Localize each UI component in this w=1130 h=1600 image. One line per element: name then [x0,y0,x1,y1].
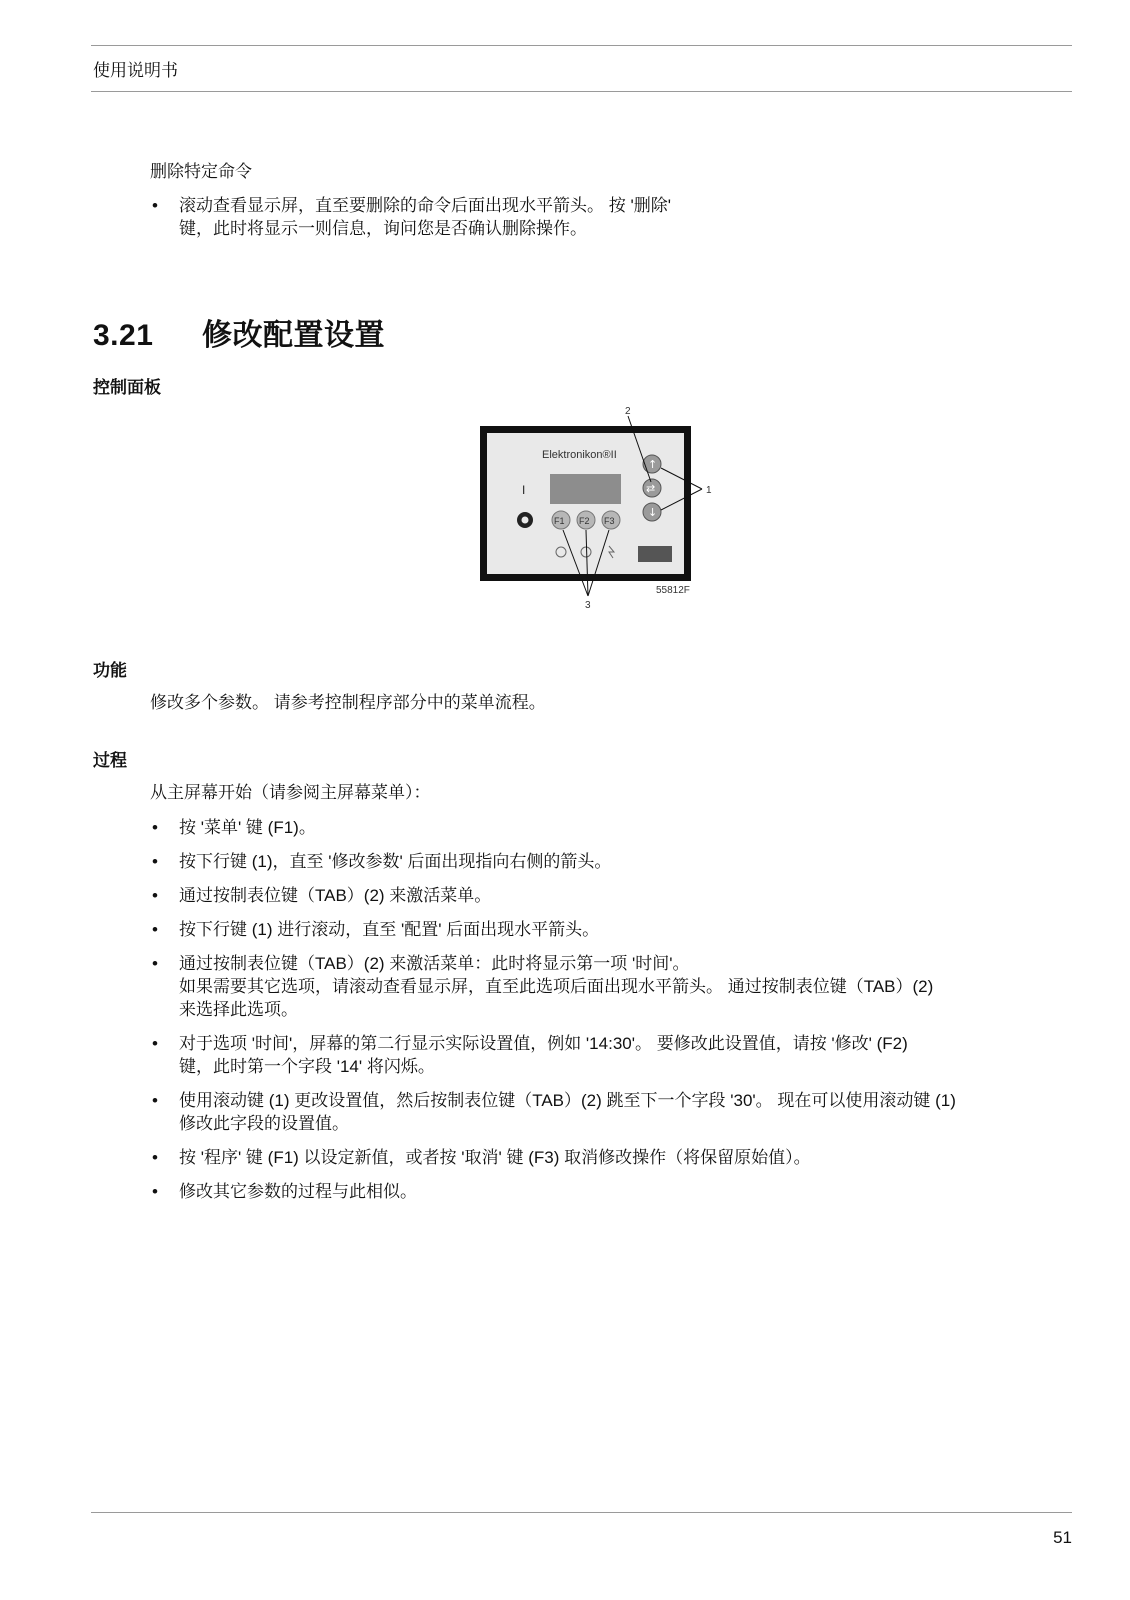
f1-key-label: F1 [554,516,565,526]
panel-brand: Elektronikon®II [542,449,617,461]
callout-label-2: 2 [625,406,631,417]
panel-display [550,474,621,504]
step-line: 键，此时第一个字段 '14' 将闪烁。 [179,1057,435,1076]
step-line: • 通过按制表位键（TAB）(2) 来激活菜单：此时将显示第一项 '时间'。 [179,954,690,973]
intro-heading: 删除特定命令 [150,162,252,181]
tab-icon: ⇄ [646,482,656,495]
control-panel-figure [470,406,730,626]
intro-bullet-line: 键，此时将显示一则信息，询问您是否确认删除操作。 [179,219,587,238]
control-panel-heading: 控制面板 [93,378,161,397]
procedure-heading: 过程 [93,751,127,770]
step-line: • 修改其它参数的过程与此相似。 [179,1182,417,1201]
section-number: 3.21 [93,319,154,352]
intro-bullet-line: • 滚动查看显示屏，直至要删除的命令后面出现水平箭头。 按 '删除' [179,196,671,215]
step-line: 如果需要其它选项，请滚动查看显示屏，直至此选项后面出现水平箭头。 通过按制表位键（TAB）(2) [179,977,934,996]
arrow-up-icon: ↑ [648,458,658,471]
step-line: • 按下行键 (1)，直至 '修改参数' 后面出现指向右侧的箭头。 [179,852,612,871]
start-icon: I [522,483,526,497]
atlas-copco-logo [638,546,672,562]
callout-label-3: 3 [585,600,591,611]
step-line: 来选择此选项。 [179,1000,298,1019]
procedure-intro: 从主屏幕开始（请参阅主屏幕菜单）： [150,783,431,802]
step-line: • 按 '菜单' 键 (F1)。 [179,818,316,837]
procedure-step [150,884,1080,907]
step-line: • 按 '程序' 键 (F1) 以设定新值，或者按 '取消' 键 (F3) 取消修改操作（将保留原始值）。 [179,1148,811,1167]
callout-label-1: 1 [706,485,712,496]
arrow-down-icon: ↓ [648,506,658,519]
figure-code: 55812F [656,585,690,596]
procedure-step [150,1146,1080,1169]
step-line: • 通过按制表位键（TAB）(2) 来激活菜单。 [179,886,492,905]
section-title-text: 修改配置设置 [202,319,385,352]
procedure-step [150,918,1080,941]
step-line: • 使用滚动键 (1) 更改设置值，然后按制表位键（TAB）(2) 跳至下一个字段 '30'。 现在可以使用滚动键 (1) [179,1091,956,1110]
function-text: 修改多个参数。 请参考控制程序部分中的菜单流程。 [150,693,546,712]
intro-bullet [150,194,1080,240]
f3-key-label: F3 [604,516,615,526]
procedure-step [150,850,1080,873]
header-rule-top [91,45,1072,46]
step-line: 修改此字段的设置值。 [179,1114,349,1133]
procedure-step [150,1180,1080,1203]
function-heading: 功能 [93,661,127,680]
section-title [93,310,385,354]
footer-rule [91,1512,1072,1513]
f2-key-label: F2 [579,516,590,526]
intro-bullet-list [150,194,1080,240]
header-rule-bottom [91,91,1072,92]
step-line: • 按下行键 (1) 进行滚动，直至 '配置' 后面出现水平箭头。 [179,920,600,939]
procedure-step [150,1089,1080,1135]
procedure-step [150,952,1080,1021]
procedure-step-list [150,816,1080,1203]
procedure-step [150,1032,1080,1078]
step-line: • 对于选项 '时间'，屏幕的第二行显示实际设置值，例如 '14:30'。 要修改此设置值，请按 '修改' (F2) [179,1034,908,1053]
page-number: 51 [1053,1528,1072,1547]
procedure-step [150,816,1080,839]
header-title: 使用说明书 [93,61,178,80]
